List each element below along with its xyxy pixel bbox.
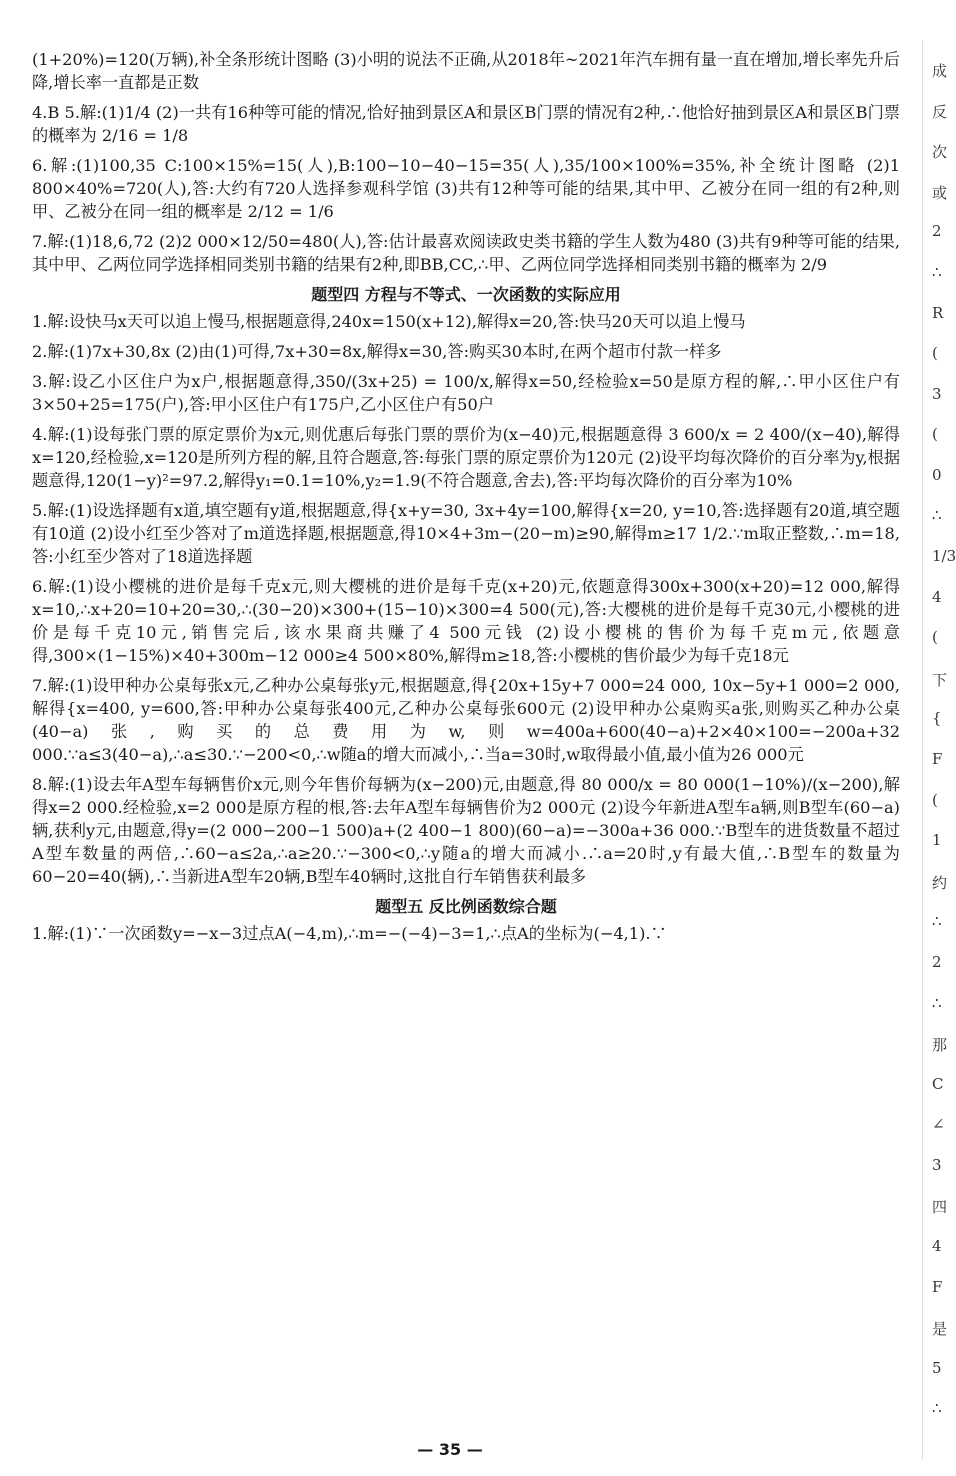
cropped-fragment: 反 [932, 103, 948, 121]
cropped-fragment: F [932, 750, 943, 768]
answer-paragraph: 6.解:(1)100,35 C:100×15%=15(人),B:100−10−40−15=35(人),35/100×100%=35%,补全统计图略 (2)1 800×40%=720(人),答:大约有720人选择参观科学馆 (3)共有12种等可能的结果,其中甲、乙被分在同一组的有2种,则甲、乙被分在同一组的概率是 2/12 = 1/6 [32, 156, 900, 221]
page-number: — 35 — [417, 1440, 483, 1459]
cropped-fragment: 下 [932, 671, 948, 689]
answer-paragraph: 7.解:(1)18,6,72 (2)2 000×12/50=480(人),答:估计最喜欢阅读政史类书籍的学生人数为480 (3)共有9种等可能的结果,其中甲、乙两位同学选择相同类别书籍的结果有2种,即BB,CC,∴甲、乙两位同学选择相同类别书籍的概率为 2/9 [32, 232, 900, 274]
right-column-cropped [922, 60, 956, 1440]
answer-paragraph: (1+20%)=120(万辆),补全条形统计图略 (3)小明的说法不正确,从2018年~2021年汽车拥有量一直在增加,增长率先升后降,增长率一直都是正数 [32, 50, 900, 92]
cropped-fragment: 3 [932, 1156, 942, 1174]
cropped-fragment: 1/3 [932, 547, 956, 565]
answer-paragraph: 5.解:(1)设选择题有x道,填空题有y道,根据题意,得{x+y=30, 3x+4y=100,解得{x=20, y=10,答:选择题有20道,填空题有10道 (2)设小红至少答对了m道选择题,根据题意,得10×4+3m−(20−m)≥90,解得m≥17 1/2.∵m取正整数,∴m=18,答:小红至少答对了18道选择题 [32, 501, 900, 566]
cropped-fragment: 那 [932, 1036, 948, 1054]
cropped-fragment: ( [932, 791, 938, 809]
cropped-fragment: ∴ [932, 1399, 942, 1417]
cropped-fragment: ( [932, 628, 938, 646]
answer-paragraph: 1.解:(1)∵一次函数y=−x−3过点A(−4,m),∴m=−(−4)−3=1,∴点A的坐标为(−4,1).∵ [32, 924, 667, 943]
cropped-fragment: 2 [932, 222, 942, 240]
cropped-fragment: ( [932, 344, 938, 362]
cropped-fragment: ∴ [932, 506, 942, 524]
cropped-fragment: ∠ [932, 1115, 945, 1133]
cropped-fragment: 4 [932, 1237, 942, 1255]
cropped-fragment: 四 [932, 1198, 948, 1216]
answer-paragraph: 3.解:设乙小区住户为x户,根据题意得,350/(3x+25) = 100/x,解得x=50,经检验x=50是原方程的解,∴甲小区住户有3×50+25=175(户),答:甲小区住户有175户,乙小区住户有50户 [32, 372, 900, 414]
cropped-fragment: ∴ [932, 994, 942, 1012]
cropped-fragment: ( [932, 425, 938, 443]
cropped-fragment: 0 [932, 466, 942, 484]
answer-paragraph: 4.B 5.解:(1)1/4 (2)一共有16种等可能的情况,恰好抽到景区A和景区B门票的情况有2种,∴他恰好抽到景区A和景区B门票的概率为 2/16 = 1/8 [32, 103, 900, 145]
section-heading: 题型四 方程与不等式、一次函数的实际应用 [311, 285, 621, 304]
answer-page [32, 48, 900, 952]
cropped-fragment: ∴ [932, 263, 942, 281]
cropped-fragment: R [932, 304, 944, 322]
cropped-fragment: 1 [932, 831, 942, 849]
cropped-fragment: C [932, 1075, 944, 1093]
cropped-fragment: F [932, 1278, 943, 1296]
cropped-fragment: 5 [932, 1359, 942, 1377]
answer-paragraph: 1.解:设快马x天可以追上慢马,根据题意得,240x=150(x+12),解得x=20,答:快马20天可以追上慢马 [32, 312, 746, 331]
cropped-fragment: 3 [932, 385, 942, 403]
cropped-fragment: 成 [932, 62, 948, 80]
cropped-fragment: 4 [932, 588, 942, 606]
answer-paragraph: 8.解:(1)设去年A型车每辆售价x元,则今年售价每辆为(x−200)元,由题意,得 80 000/x = 80 000(1−10%)/(x−200),解得x=2 000.经检验,x=2 000是原方程的根,答:去年A型车每辆售价为2 000元 (2)设今年新进A型车a辆,则B型车(60−a)辆,获利y元,由题意,得y=(2 000−200−1 500)a+(2 400−1 800)(60−a)=−300a+36 000.∵B型车的进货数量不超过A型车数量的两倍,∴60−a≤2a,∴a≥20.∵−300<0,∴y随a的增大而减小.∴a=20时,y有最大值,∴B型车的数量为60−20=40(辆),∴当新进A型车20辆,B型车40辆时,这批自行车销售获利最多 [32, 775, 900, 886]
cropped-fragment: 约 [932, 874, 948, 892]
cropped-fragment: ∴ [932, 912, 942, 930]
cropped-fragment: 是 [932, 1320, 948, 1338]
answer-paragraph: 4.解:(1)设每张门票的原定票价为x元,则优惠后每张门票的票价为(x−40)元,根据题意得 3 600/x = 2 400/(x−40),解得x=120,经检验,x=120是所列方程的解,且符合题意,答:每张门票的原定票价为120元 (2)设平均每次降价的百分率为y,根据题意得,120(1−y)²=97.2,解得y₁=0.1=10%,y₂=1.9(不符合题意,舍去),答:平均每次降价的百分率为10% [32, 425, 901, 490]
cropped-fragment: 2 [932, 953, 942, 971]
cropped-fragment: 或 [932, 184, 948, 202]
section-heading: 题型五 反比例函数综合题 [375, 897, 557, 916]
cropped-fragment: 次 [932, 143, 948, 161]
cropped-fragment: { [932, 709, 942, 727]
answer-paragraph: 6.解:(1)设小樱桃的进价是每千克x元,则大樱桃的进价是每千克(x+20)元,依题意得300x+300(x+20)=12 000,解得x=10,∴x+20=10+20=30,∴(30−20)×300+(15−10)×300=4 500(元),答:大樱桃的进价是每千克30元,小樱桃的进价是每千克10元,销售完后,该水果商共赚了4 500元钱 (2)设小樱桃的售价为每千克m元,依题意得,300×(1−15%)×40+300m−12 000≥4 500×80%,解得m≥18,答:小樱桃的售价最少为每千克18元 [32, 577, 900, 665]
answer-paragraph: 7.解:(1)设甲种办公桌每张x元,乙种办公桌每张y元,根据题意,得{20x+15y+7 000=24 000, 10x−5y+1 000=2 000,解得{x=400, y=600,答:甲种办公桌每张400元,乙种办公桌每张600元 (2)设甲种办公桌购买a张,则购买乙种办公桌(40−a)张,购买的总费用为w,则w=400a+600(40−a)+2×40×100=−200a+32 000.∵a≤3(40−a),∴a≤30.∵−200<0,∴w随a的增大而减小,∴当a=30时,w取得最小值,最小值为26 000元 [32, 676, 900, 764]
answer-paragraph: 2.解:(1)7x+30,8x (2)由(1)可得,7x+30=8x,解得x=30,答:购买30本时,在两个超市付款一样多 [32, 342, 722, 361]
